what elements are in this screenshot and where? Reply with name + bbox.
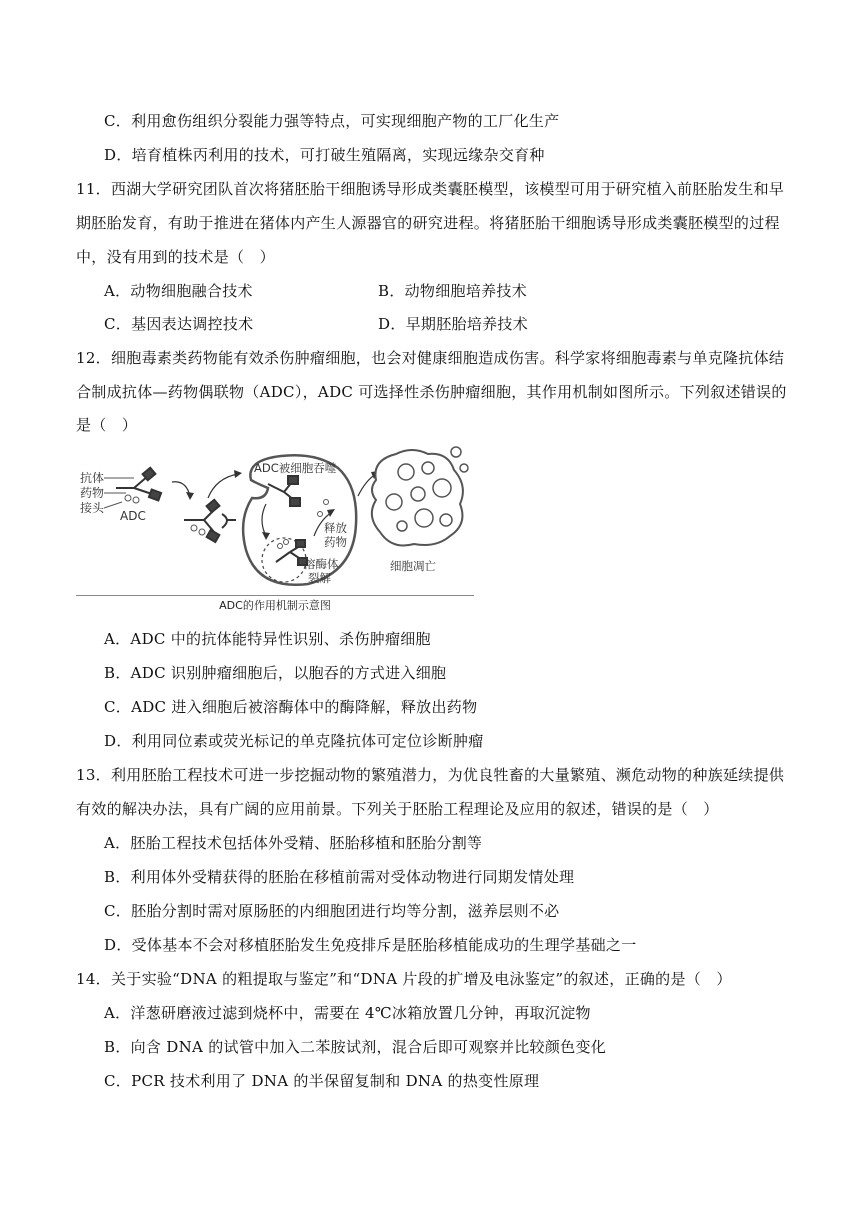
label-endocytosis: ADC被细胞吞噬	[254, 461, 337, 475]
q11-option-b: B．动物细胞培养技术	[378, 282, 528, 300]
q12-option-c: C．ADC 进入细胞后被溶酶体中的酶降解，释放出药物	[104, 698, 478, 716]
label-adc: ADC	[120, 509, 146, 523]
q14-option-a: A．洋葱研磨液过滤到烧杯中，需要在 4℃冰箱放置几分钟，再取沉淀物	[104, 1004, 591, 1022]
adc-diagram	[76, 440, 474, 598]
q13-stem-line-2: 有效的解决办法，具有广阔的应用前景。下列关于胚胎工程理论及应用的叙述，错误的是（ ）	[76, 800, 719, 818]
label-drug: 药物	[80, 486, 105, 500]
figure-caption: ADC的作用机制示意图	[219, 599, 331, 612]
q11-stem-line-2: 期胚胎发育，有助于推进在猪体内产生人源器官的研究进程。将猪胚胎干细胞诱导形成类囊胚模型的过程	[76, 214, 780, 232]
q11-stem-line-3: 中，没有用到的技术是（ ）	[76, 248, 275, 266]
adc-mechanism-figure	[76, 440, 474, 618]
q10-option-c: C．利用愈伤组织分裂能力强等特点，可实现细胞产物的工厂化生产	[104, 112, 560, 130]
apoptotic-cell	[372, 447, 468, 546]
label-lysis: 裂解	[308, 571, 331, 585]
q13-option-d: D．受体基本不会对移植胚胎发生免疫排斥是胚胎移植能成功的生理学基础之一	[104, 936, 637, 954]
q12-stem-line-1: 12．细胞毒素类药物能有效杀伤肿瘤细胞，也会对健康细胞造成伤害。科学家将细胞毒素与单克隆抗体结	[76, 349, 785, 367]
q14-option-b: B．向含 DNA 的试管中加入二苯胺试剂，混合后即可观察并比较颜色变化	[104, 1038, 607, 1056]
label-release-drug: 药物	[324, 535, 347, 549]
q13-option-a: A．胚胎工程技术包括体外受精、胚胎移植和胚胎分割等	[104, 834, 483, 852]
q12-option-b: B．ADC 识别肿瘤细胞后，以胞吞的方式进入细胞	[104, 664, 447, 682]
adc-molecule-1	[116, 468, 161, 503]
q12-stem-line-2: 合制成抗体—药物偶联物（ADC），ADC 可选择性杀伤肿瘤细胞，其作用机制如图所示。下列叙述错误的	[76, 383, 787, 401]
q12-option-d: D．利用同位素或荧光标记的单克隆抗体可定位诊断肿瘤	[104, 732, 484, 750]
q13-stem-line-1: 13．利用胚胎工程技术可进一步挖掘动物的繁殖潜力，为优良牲畜的大量繁殖、濒危动物的种族延续提供	[76, 766, 785, 784]
label-antibody: 抗体	[80, 471, 105, 485]
q12-option-a: A．ADC 中的抗体能特异性识别、杀伤肿瘤细胞	[104, 630, 431, 648]
figure-rule	[76, 595, 474, 596]
adc-molecule-2	[184, 500, 236, 542]
label-linker: 接头	[80, 501, 105, 515]
q14-option-c: C．PCR 技术利用了 DNA 的半保留复制和 DNA 的热变性原理	[104, 1072, 540, 1090]
q11-option-a: A．动物细胞融合技术	[104, 282, 253, 300]
label-release: 释放	[324, 521, 347, 535]
q14-stem-line-1: 14．关于实验“DNA 的粗提取与鉴定”和“DNA 片段的扩增及电泳鉴定”的叙述，正确的是（ ）	[76, 970, 732, 988]
q13-option-b: B．利用体外受精获得的胚胎在移植前需对受体动物进行同期发情处理	[104, 868, 575, 886]
q11-option-d: D．早期胚胎培养技术	[378, 315, 529, 333]
q13-option-c: C．胚胎分割时需对原肠胚的内细胞团进行均等分割，滋养层则不必	[104, 902, 560, 920]
q10-option-d: D．培育植株丙利用的技术，可打破生殖隔离，实现远缘杂交育种	[104, 146, 545, 164]
label-apoptosis: 细胞凋亡	[390, 559, 436, 573]
label-lysosome: 溶酶体	[304, 557, 339, 571]
q11-stem-line-1: 11．西湖大学研究团队首次将猪胚胎干细胞诱导形成类囊胚模型，该模型可用于研究植入前胚胎发生和早	[76, 180, 785, 198]
q11-option-c: C．基因表达调控技术	[104, 315, 254, 333]
q12-stem-line-3: 是（ ）	[76, 416, 138, 434]
